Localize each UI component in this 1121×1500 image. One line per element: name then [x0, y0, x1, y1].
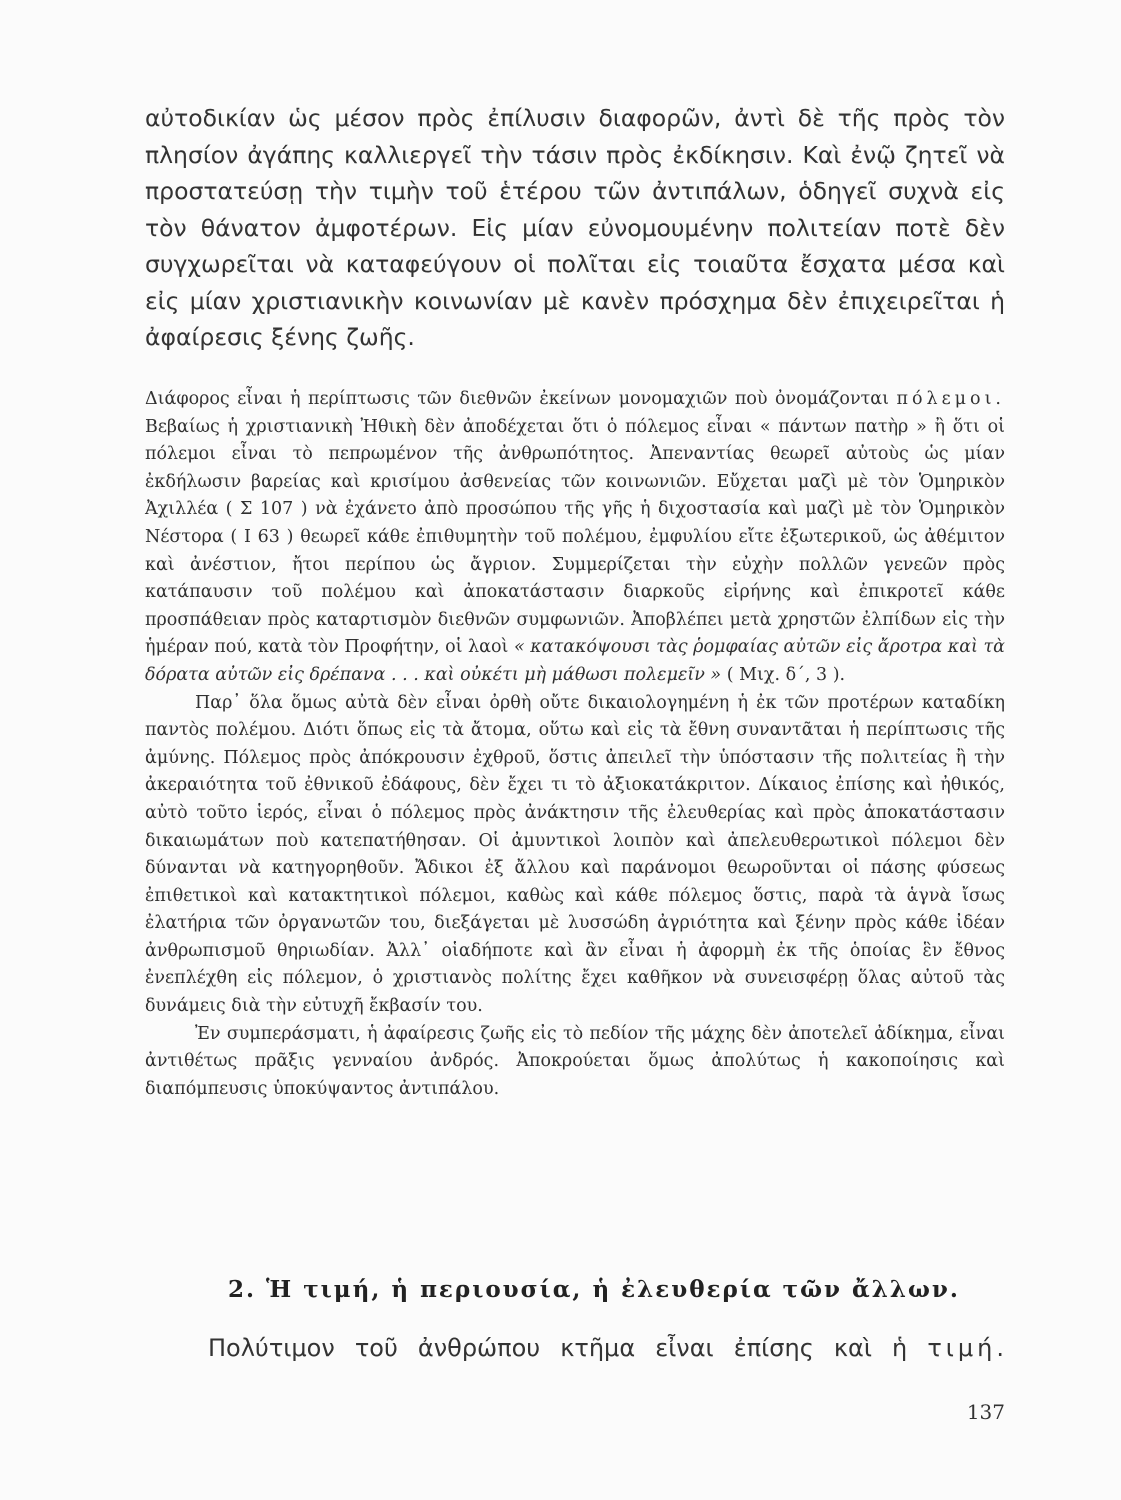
- section-heading: 2. Ἡ τιμή, ἡ περιουσία, ἡ ἐλευθερία τῶν ἄλλων.: [228, 1276, 960, 1303]
- spaced-word: πόλεμοι.: [896, 389, 1005, 409]
- prophet-quote: « κατακόψουσι τὰς ῥομφαίας αὐτῶν εἰς ἄροτρα καὶ τὰ δόρατα αὐτῶν εἰς δρέπανα . . . καὶ οὐκέτι μὴ μάθωσι πολεμεῖν »: [145, 637, 1005, 685]
- page-number: 137: [966, 1400, 1005, 1424]
- quote-reference: ( Μιχ. δ΄, 3 ).: [726, 664, 846, 685]
- paragraph-defensive-war: Παρ᾽ ὅλα ὅμως αὐτὰ δὲν εἶναι ὀρθὴ οὔτε δικαιολογημένη ἡ ἐκ τῶν προτέρων καταδίκη παντὸς πολέμου. Διότι ὅπως εἰς τὰ ἄτομα, οὕτω καὶ εἰς τὰ ἔθνη συναντᾶται ἡ περίπτωσις τῆς ἀμύνης. Πόλεμος πρὸς ἀπόκρουσιν ἐχθροῦ, ὅστις ἀπειλεῖ τὴν ὑπόστασιν τῆς πολιτείας ἢ τὴν ἀκεραιότητα τοῦ ἐθνικοῦ ἐδάφους, δὲν ἔχει τι τὸ ἀξιοκατάκριτον. Δίκαιος ἐπίσης καὶ ἠθικός, αὐτὸ τοῦτο ἱερός, εἶναι ὁ πόλεμος πρὸς ἀνάκτησιν τῆς ἐλευθερίας καὶ πρὸς ἀποκατάστασιν δικαιωμάτων ποὺ κατεπατήθησαν. Οἱ ἀμυντικοὶ λοιπὸν καὶ ἀπελευθερωτικοὶ πόλεμοι δὲν δύνανται νὰ κατηγορηθοῦν. Ἄδικοι ἐξ ἄλλου καὶ παράνομοι θεωροῦνται οἱ πάσης φύσεως ἐπιθετικοὶ καὶ κατακτητικοὶ πόλεμοι, καθὼς καὶ κάθε πόλεμος ὅστις, παρὰ τὰ ἁγνὰ ἴσως ἐλατήρια τῶν ὀργανωτῶν του, διεξάγεται μὲ λυσσώδη ἀγριότητα καὶ ξένην πρὸς κάθε ἰδέαν ἀνθρωπισμοῦ θηριωδίαν. Ἀλλ᾽ οἱαδήποτε καὶ ἂν εἶναι ἡ ἀφορμὴ ἐκ τῆς ὁποίας ἓν ἔθνος ἐνεπλέχθη εἰς πόλεμον, ὁ χριστιανὸς πολίτης ἔχει καθῆκον νὰ συνεισφέρῃ ὅλας αὐτοῦ τὰς δυνάμεις διὰ τὴν εὐτυχῆ ἔκβασίν του.: [145, 692, 1005, 1017]
- small-print-block: [145, 386, 1005, 1103]
- spaced-word: τιμή.: [927, 1334, 1008, 1362]
- lead-paragraph: αὐτοδικίαν ὡς μέσον πρὸς ἐπίλυσιν διαφορῶν, ἀντὶ δὲ τῆς πρὸς τὸν πλησίον ἀγάπης καλλιεργεῖ τὴν τάσιν πρὸς ἐκδίκησιν. Καὶ ἐνῷ ζητεῖ νὰ προστατεύσῃ τὴν τιμὴν τοῦ ἑτέρου τῶν ἀντιπάλων, ὁδηγεῖ συχνὰ εἰς τὸν θάνατον ἀμφοτέρων. Εἰς μίαν εὐνομουμένην πολιτείαν ποτὲ δὲν συγχωρεῖται νὰ καταφεύγουν οἱ πολῖται εἰς τοιαῦτα ἔσχατα μέσα καὶ εἰς μίαν χριστιανικὴν κοινωνίαν μὲ κανὲν πρόσχημα δὲν ἐπιχειρεῖται ἡ ἀφαίρεσις ξένης ζωῆς.: [145, 104, 1005, 351]
- lead-paragraph-block: [145, 100, 1005, 356]
- paragraph-text: Διάφορος εἶναι ἡ περίπτωσις τῶν διεθνῶν ἐκείνων μονομαχιῶν ποὺ ὀνομάζονται: [145, 389, 889, 409]
- paragraph-war-duels: [145, 386, 1005, 690]
- paragraph-conclusion: Ἐν συμπεράσματι, ἡ ἀφαίρεσις ζωῆς εἰς τὸ πεδίον τῆς μάχης δὲν ἀποτελεῖ ἀδίκημα, εἶναι ἀντιθέτως πρᾶξις γενναίου ἀνδρός. Ἀποκρούεται ὅμως ἀπολύτως ἡ κακοποίησις καὶ διαπόμπευσις ὑποκύψαντος ἀντιπάλου.: [145, 1023, 1005, 1099]
- closing-line-text: Πολύτιμον τοῦ ἀνθρώπου κτῆμα εἶναι ἐπίσης καὶ ἡ: [208, 1334, 908, 1362]
- paragraph-text: Βεβαίως ἡ χριστιανικὴ Ἠθικὴ δὲν ἀποδέχεται ὅτι ὁ πόλεμος εἶναι « πάντων πατὴρ » ἢ ὅτι οἱ πόλεμοι εἶναι τὸ πεπρωμένον τῆς ἀνθρωπότητος. Ἀπεναντίας θεωρεῖ αὐτοὺς ὡς μίαν ἐκδήλωσιν βαρείας καὶ κρισίμου ἀσθενείας τῶν κοινωνιῶν. Εὔχεται μαζὶ μὲ τὸν Ὁμηρικὸν Ἀχιλλέα ( Σ 107 ) νὰ ἐχάνετο ἀπὸ προσώπου τῆς γῆς ἡ διχοστασία καὶ μαζὶ μὲ τὸν Ὁμηρικὸν Νέστορα ( Ι 63 ) θεωρεῖ κάθε ἐπιθυμητὴν τοῦ πολέμου, ἐμφυλίου εἴτε ἐξωτερικοῦ, ὡς ἀθέμιτον καὶ ἀνέστιον, ἤτοι περίπου ὡς ἄγριον. Συμμερίζεται τὴν εὐχὴν πολλῶν γενεῶν πρὸς κατάπαυσιν τοῦ πολέμου καὶ ἀποκατάστασιν διαρκοῦς εἰρήνης καὶ ἐπικροτεῖ κάθε προσπάθειαν πρὸς καταρτισμὸν διεθνῶν συμφωνιῶν. Ἀποβλέπει μετὰ χρηστῶν ἐλπίδων εἰς τὴν ἡμέραν πού, κατὰ τὸν Προφήτην, οἱ λαοὶ: [145, 416, 1005, 658]
- closing-line: [208, 1334, 1008, 1362]
